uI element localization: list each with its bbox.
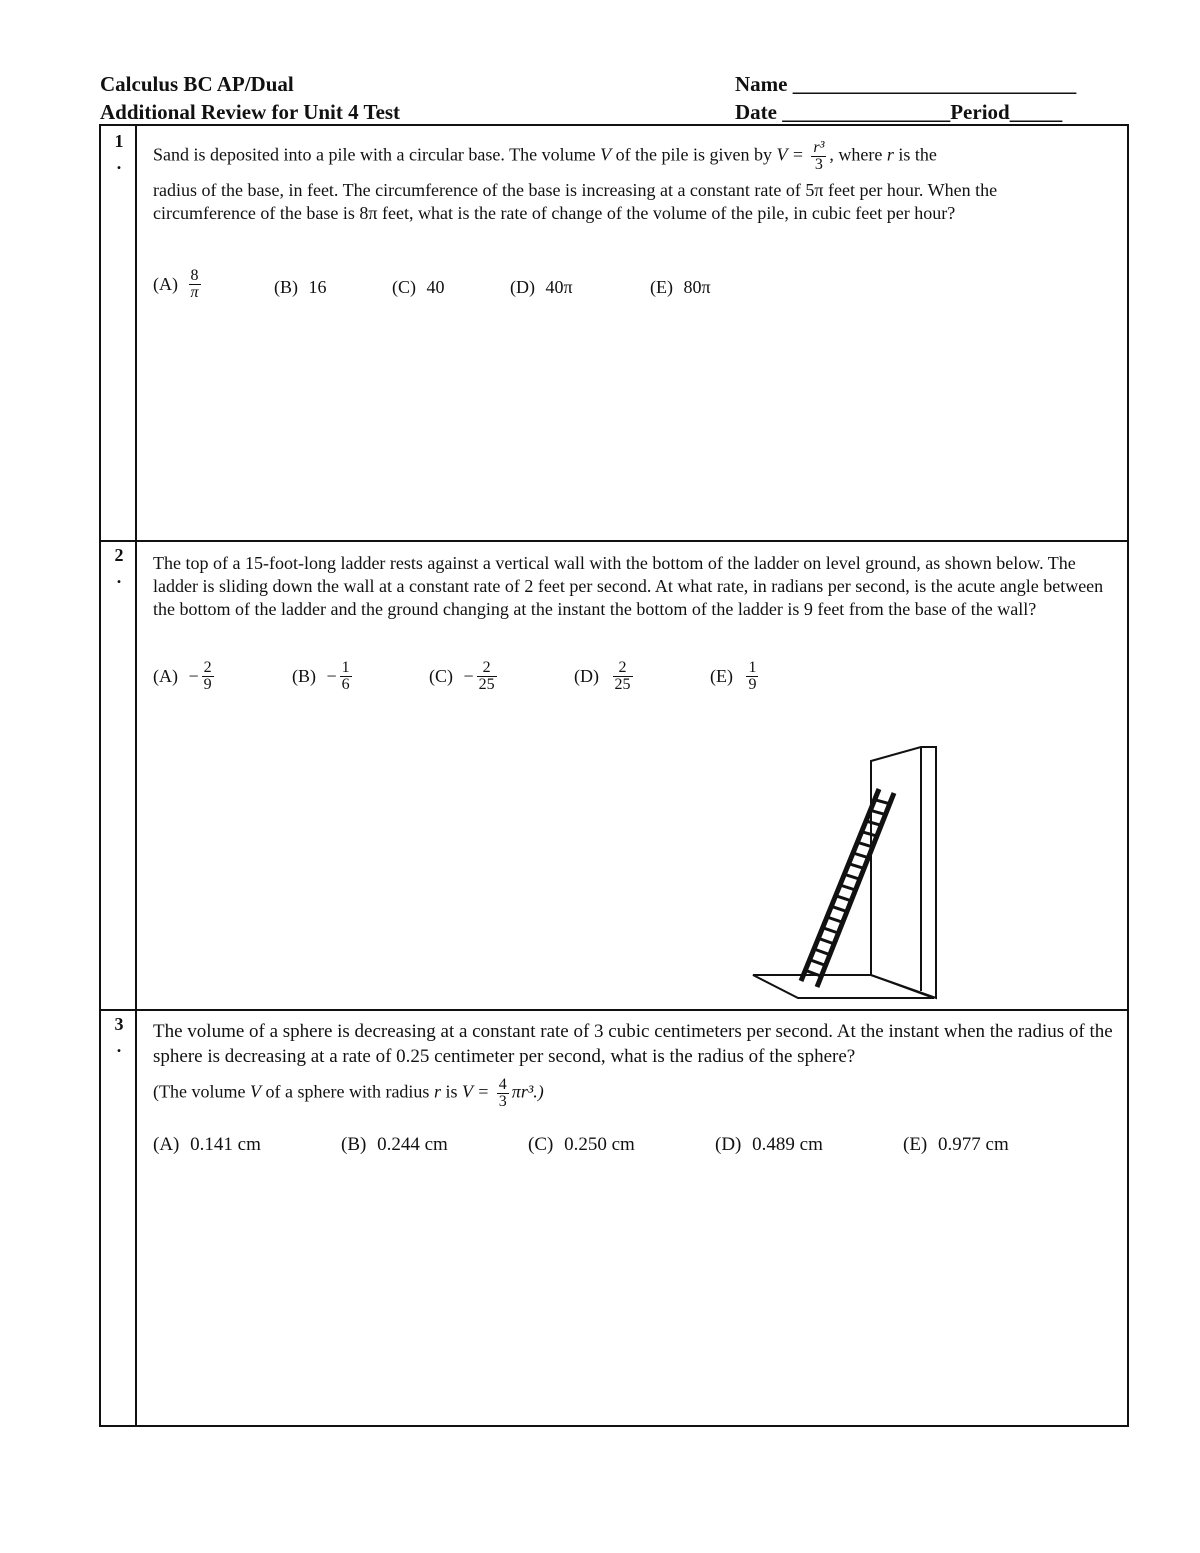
question-text: radius of the base, in feet. The circumference of the base is increasing at a constant rate of 5π feet per hour. When the circumference of the base is 8π feet, what is the rate of change of the volume of the pile, in cubic feet per hour? bbox=[153, 180, 998, 223]
answer-choice-d[interactable] bbox=[574, 660, 636, 693]
choice-label: (E) bbox=[903, 1133, 928, 1155]
answer-choice-b[interactable] bbox=[341, 1133, 448, 1156]
choice-label: (A) bbox=[153, 274, 178, 294]
answer-choice-e[interactable] bbox=[710, 660, 761, 693]
ladder-rung bbox=[827, 917, 843, 922]
choice-value: 0.250 cm bbox=[564, 1133, 635, 1155]
ladder-rung bbox=[810, 960, 826, 966]
choice-label: (B) bbox=[341, 1133, 367, 1155]
question-number-dot: . bbox=[116, 1036, 122, 1056]
formula-rest: πr³.) bbox=[511, 1081, 544, 1102]
choice-value: 40 bbox=[426, 277, 445, 298]
course-title: Calculus BC AP/Dual bbox=[100, 72, 294, 96]
question-number bbox=[113, 544, 125, 588]
question-number-dot: . bbox=[116, 153, 122, 173]
answer-choice-c[interactable] bbox=[528, 1133, 635, 1156]
choice-label: (E) bbox=[650, 277, 673, 298]
answer-choice-b[interactable] bbox=[292, 660, 355, 693]
answer-choice-a[interactable] bbox=[153, 660, 217, 693]
fraction-denominator: 3 bbox=[498, 1093, 507, 1110]
question-text: , where bbox=[829, 144, 883, 165]
formula-fraction bbox=[497, 1077, 509, 1110]
choice-label: (B) bbox=[274, 277, 298, 298]
date-period-field[interactable]: Date ________________Period_____ bbox=[735, 100, 1063, 124]
answer-choices bbox=[153, 1133, 1113, 1161]
choice-sign: − bbox=[188, 666, 199, 686]
ladder-rung bbox=[831, 906, 847, 911]
fraction-numerator: 4 bbox=[498, 1076, 507, 1093]
question-number bbox=[113, 130, 125, 174]
choice-value: 40π bbox=[545, 277, 573, 298]
answer-choice-e[interactable] bbox=[650, 276, 711, 298]
question-number bbox=[113, 1013, 125, 1057]
question-text: of the pile is given by bbox=[615, 144, 773, 165]
choice-sign: − bbox=[326, 666, 337, 686]
fraction-numerator: 8 bbox=[189, 268, 201, 285]
volume-formula-note bbox=[153, 1077, 1143, 1110]
question-table bbox=[99, 124, 1129, 1427]
question-text: The volume of a sphere is decreasing at a constant rate of 3 cubic centimeters per second. At the instant when the radius of the sphere is decreasing at a rate of 0.25 centimeter per second, what is the radius of the sphere? bbox=[153, 1021, 1113, 1067]
choice-fraction bbox=[746, 660, 758, 693]
ladder-rung bbox=[814, 949, 830, 955]
ladder-rung bbox=[836, 896, 852, 901]
ladder-rung bbox=[823, 928, 839, 933]
math-variable: V bbox=[249, 1081, 261, 1102]
math-variable: r bbox=[433, 1081, 441, 1102]
answer-choice-b[interactable] bbox=[274, 276, 327, 298]
ladder-rung bbox=[844, 874, 859, 879]
math-variable: r bbox=[886, 144, 894, 165]
choice-fraction bbox=[613, 660, 633, 693]
ladder-rung bbox=[840, 885, 856, 890]
worksheet-subtitle: Additional Review for Unit 4 Test bbox=[100, 100, 401, 124]
formula-lhs: V = bbox=[776, 144, 804, 165]
answer-choices bbox=[153, 268, 1053, 308]
name-field[interactable]: Name ___________________________ bbox=[735, 72, 1077, 96]
worksheet-header bbox=[100, 72, 1130, 124]
answer-choice-a[interactable] bbox=[153, 1133, 261, 1156]
question-text: Sand is deposited into a pile with a circular base. The volume bbox=[153, 144, 596, 165]
choice-value: 0.141 cm bbox=[190, 1133, 261, 1155]
fraction-numerator: 2 bbox=[613, 660, 633, 677]
answer-choice-a[interactable] bbox=[153, 268, 204, 301]
fraction-denominator: 9 bbox=[748, 676, 757, 693]
fraction-denominator: 3 bbox=[814, 156, 823, 173]
note-text: is bbox=[445, 1081, 458, 1102]
choice-value: 16 bbox=[308, 277, 327, 298]
choice-value: 0.489 cm bbox=[752, 1133, 823, 1155]
fraction-denominator: 6 bbox=[341, 676, 350, 693]
choice-fraction bbox=[189, 268, 201, 301]
question-number-text: 1 bbox=[114, 131, 124, 151]
choice-value: 0.244 cm bbox=[377, 1133, 448, 1155]
row-divider bbox=[101, 540, 1127, 542]
choice-label: (D) bbox=[715, 1133, 742, 1155]
ladder-rung bbox=[818, 938, 834, 944]
question-1-text bbox=[153, 140, 1073, 225]
choice-label: (C) bbox=[392, 277, 416, 298]
choice-label: (A) bbox=[153, 666, 178, 686]
ladder-rung bbox=[853, 853, 868, 858]
formula-lhs: V = bbox=[461, 1081, 490, 1102]
choice-value: 80π bbox=[683, 277, 711, 298]
choice-label: (E) bbox=[710, 666, 733, 686]
choice-label: (C) bbox=[528, 1133, 554, 1155]
choice-sign: − bbox=[463, 666, 474, 686]
question-2-text bbox=[153, 552, 1108, 621]
fraction-numerator: r³ bbox=[813, 139, 825, 156]
note-text: (The volume bbox=[153, 1081, 246, 1102]
note-text: of a sphere with radius bbox=[265, 1081, 430, 1102]
answer-choice-d[interactable] bbox=[510, 276, 573, 298]
fraction-numerator: 2 bbox=[477, 660, 497, 677]
number-column-divider bbox=[135, 126, 137, 1425]
answer-choice-c[interactable] bbox=[429, 660, 500, 693]
question-3-text bbox=[153, 1019, 1143, 1110]
fraction-numerator: 1 bbox=[341, 659, 350, 676]
answer-choice-d[interactable] bbox=[715, 1133, 823, 1156]
question-number-dot: . bbox=[116, 567, 122, 587]
fraction-numerator: 2 bbox=[203, 659, 212, 676]
fraction-denominator: 25 bbox=[478, 676, 495, 693]
answer-choices bbox=[153, 660, 1053, 704]
formula-fraction bbox=[811, 140, 826, 173]
choice-label: (D) bbox=[574, 666, 599, 686]
choice-fraction bbox=[202, 660, 214, 693]
math-variable: V bbox=[600, 144, 612, 165]
row-divider bbox=[101, 1009, 1127, 1011]
choice-value: 0.977 cm bbox=[938, 1133, 1009, 1155]
choice-fraction bbox=[477, 660, 497, 693]
fraction-denominator: 25 bbox=[614, 676, 631, 693]
answer-choice-e[interactable] bbox=[903, 1133, 1009, 1156]
choice-fraction bbox=[340, 660, 352, 693]
question-number-text: 2 bbox=[114, 545, 124, 565]
choice-label: (B) bbox=[292, 666, 316, 686]
wall bbox=[871, 747, 936, 998]
ladder-wall-figure bbox=[751, 741, 951, 1003]
question-text: is the bbox=[898, 144, 937, 165]
choice-label: (C) bbox=[429, 666, 453, 686]
choice-label: (A) bbox=[153, 1133, 180, 1155]
fraction-numerator: 1 bbox=[748, 659, 757, 676]
fraction-denominator: 9 bbox=[203, 676, 212, 693]
answer-choice-c[interactable] bbox=[392, 276, 445, 298]
question-text: The top of a 15-foot-long ladder rests against a vertical wall with the bottom of the ladder on level ground, as shown below. The ladder is sliding down the wall at a constant rate of 2 feet per second. At what rate, in radians per second, is the acute angle between the bottom of the ladder and the ground changing at the instant the bottom of the ladder is 9 feet from the base of the wall? bbox=[153, 553, 1104, 619]
question-number-text: 3 bbox=[114, 1014, 124, 1034]
ladder-rung bbox=[849, 864, 864, 869]
choice-label: (D) bbox=[510, 277, 535, 298]
fraction-denominator: π bbox=[190, 284, 199, 301]
